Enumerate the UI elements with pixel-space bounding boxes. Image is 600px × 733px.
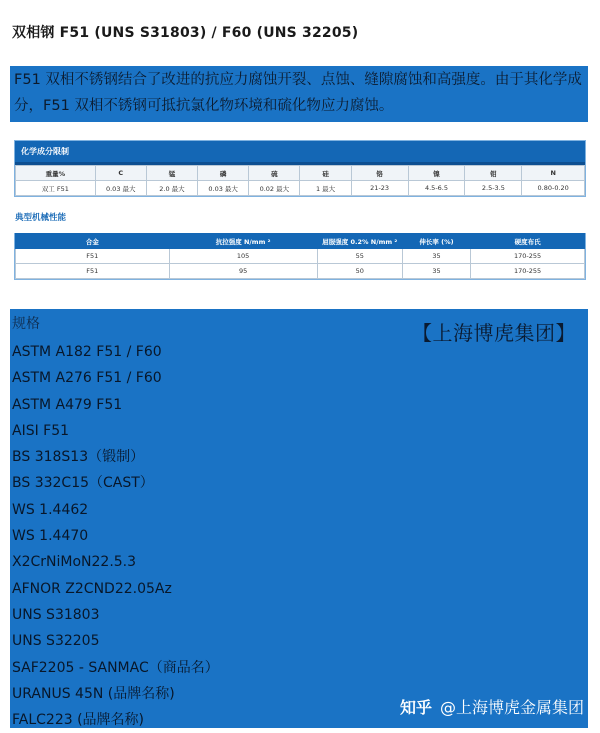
composition-cell: 2.0 最大 bbox=[146, 181, 197, 196]
mechanical-cell: 55 bbox=[317, 249, 402, 264]
composition-cell: 2.5-3.5 bbox=[465, 181, 522, 196]
spec-item: FALC223 (品牌名称) bbox=[12, 712, 145, 729]
composition-header-cell: C bbox=[95, 166, 146, 181]
mechanical-header-cell: 硬度布氏 bbox=[471, 234, 585, 249]
mechanical-cell: F51 bbox=[16, 249, 170, 264]
mechanical-table bbox=[15, 233, 585, 279]
composition-data-row bbox=[16, 181, 585, 196]
mechanical-cell: 50 bbox=[317, 264, 402, 279]
spec-item: AFNOR Z2CND22.05Az bbox=[12, 580, 172, 597]
mechanical-header-cell: 伸长率 (%) bbox=[402, 234, 470, 249]
mechanical-cell: F51 bbox=[16, 264, 170, 279]
composition-cell: 0.03 最大 bbox=[198, 181, 249, 196]
company-stamp: 【上海博虎集团】 bbox=[412, 321, 576, 345]
mechanical-cell: 170-255 bbox=[471, 264, 585, 279]
composition-header-cell: N bbox=[522, 166, 585, 181]
mechanical-header-cell: 抗拉强度 N/mm ² bbox=[169, 234, 317, 249]
spec-item: UNS S32205 bbox=[12, 633, 100, 650]
composition-cell: 0.80-0.20 bbox=[522, 181, 585, 196]
composition-header-cell: 重量% bbox=[16, 166, 96, 181]
composition-header-cell: 钼 bbox=[465, 166, 522, 181]
composition-table-block bbox=[14, 140, 586, 197]
page-heading: 双相钢 F51 (UNS S31803) / F60 (UNS 32205) bbox=[12, 25, 359, 41]
mechanical-cell: 35 bbox=[402, 249, 470, 264]
composition-header-cell: 硫 bbox=[249, 166, 300, 181]
mechanical-data-row bbox=[16, 264, 585, 279]
composition-header-row bbox=[16, 166, 585, 181]
mechanical-data-row bbox=[16, 249, 585, 264]
composition-cell: 0.03 最大 bbox=[95, 181, 146, 196]
composition-header-cell: 铬 bbox=[351, 166, 408, 181]
mechanical-table-block bbox=[14, 233, 586, 280]
spec-item: WS 1.4470 bbox=[12, 528, 89, 545]
composition-table-title: 化学成分限制 bbox=[15, 141, 585, 165]
mechanical-cell: 95 bbox=[169, 264, 317, 279]
composition-header-cell: 锰 bbox=[146, 166, 197, 181]
composition-cell: 4.5-6.5 bbox=[408, 181, 465, 196]
watermark-site: 知乎 bbox=[399, 698, 432, 717]
spec-item: UNS S31803 bbox=[12, 606, 100, 623]
spec-item: AISI F51 bbox=[12, 422, 70, 439]
spec-item: SAF2205 - SANMAC（商品名） bbox=[12, 659, 219, 676]
specifications-list bbox=[12, 339, 219, 733]
mechanical-table-title: 典型机械性能 bbox=[15, 213, 67, 223]
spec-item: X2CrNiMoN22.5.3 bbox=[12, 554, 137, 571]
spec-item: WS 1.4462 bbox=[12, 501, 89, 518]
composition-cell: 双工 F51 bbox=[16, 181, 96, 196]
intro-paragraph: F51 双相不锈钢结合了改进的抗应力腐蚀开裂、点蚀、缝隙腐蚀和高强度。由于其化学成分，F51 双相不锈钢可抵抗氯化物环境和硫化物应力腐蚀。 bbox=[10, 66, 588, 122]
composition-header-cell: 硅 bbox=[300, 166, 351, 181]
mechanical-cell: 170-255 bbox=[471, 249, 585, 264]
mechanical-cell: 105 bbox=[169, 249, 317, 264]
watermark-handle: @上海博虎金属集团 bbox=[439, 698, 584, 717]
specifications-title: 规格 bbox=[12, 316, 40, 332]
spec-item: BS 318S13（锻制） bbox=[12, 449, 145, 466]
composition-header-cell: 磷 bbox=[198, 166, 249, 181]
mechanical-cell: 35 bbox=[402, 264, 470, 279]
mechanical-header-cell: 屈服强度 0.2% N/mm ² bbox=[317, 234, 402, 249]
spec-item: URANUS 45N (品牌名称) bbox=[12, 685, 175, 702]
specifications-panel bbox=[10, 309, 588, 728]
composition-header-cell: 镍 bbox=[408, 166, 465, 181]
composition-cell: 0.02 最大 bbox=[249, 181, 300, 196]
property-tables bbox=[14, 140, 586, 280]
composition-cell: 21-23 bbox=[351, 181, 408, 196]
composition-table bbox=[15, 165, 585, 196]
zhihu-watermark bbox=[400, 695, 584, 718]
mechanical-header-cell: 合金 bbox=[16, 234, 170, 249]
mechanical-header-row bbox=[16, 234, 585, 249]
spec-item: ASTM A479 F51 bbox=[12, 396, 123, 413]
composition-cell: 1 最大 bbox=[300, 181, 351, 196]
spec-item: ASTM A182 F51 / F60 bbox=[12, 344, 162, 360]
spec-item: ASTM A276 F51 / F60 bbox=[12, 370, 162, 387]
spec-item: BS 332C15（CAST） bbox=[12, 475, 154, 492]
